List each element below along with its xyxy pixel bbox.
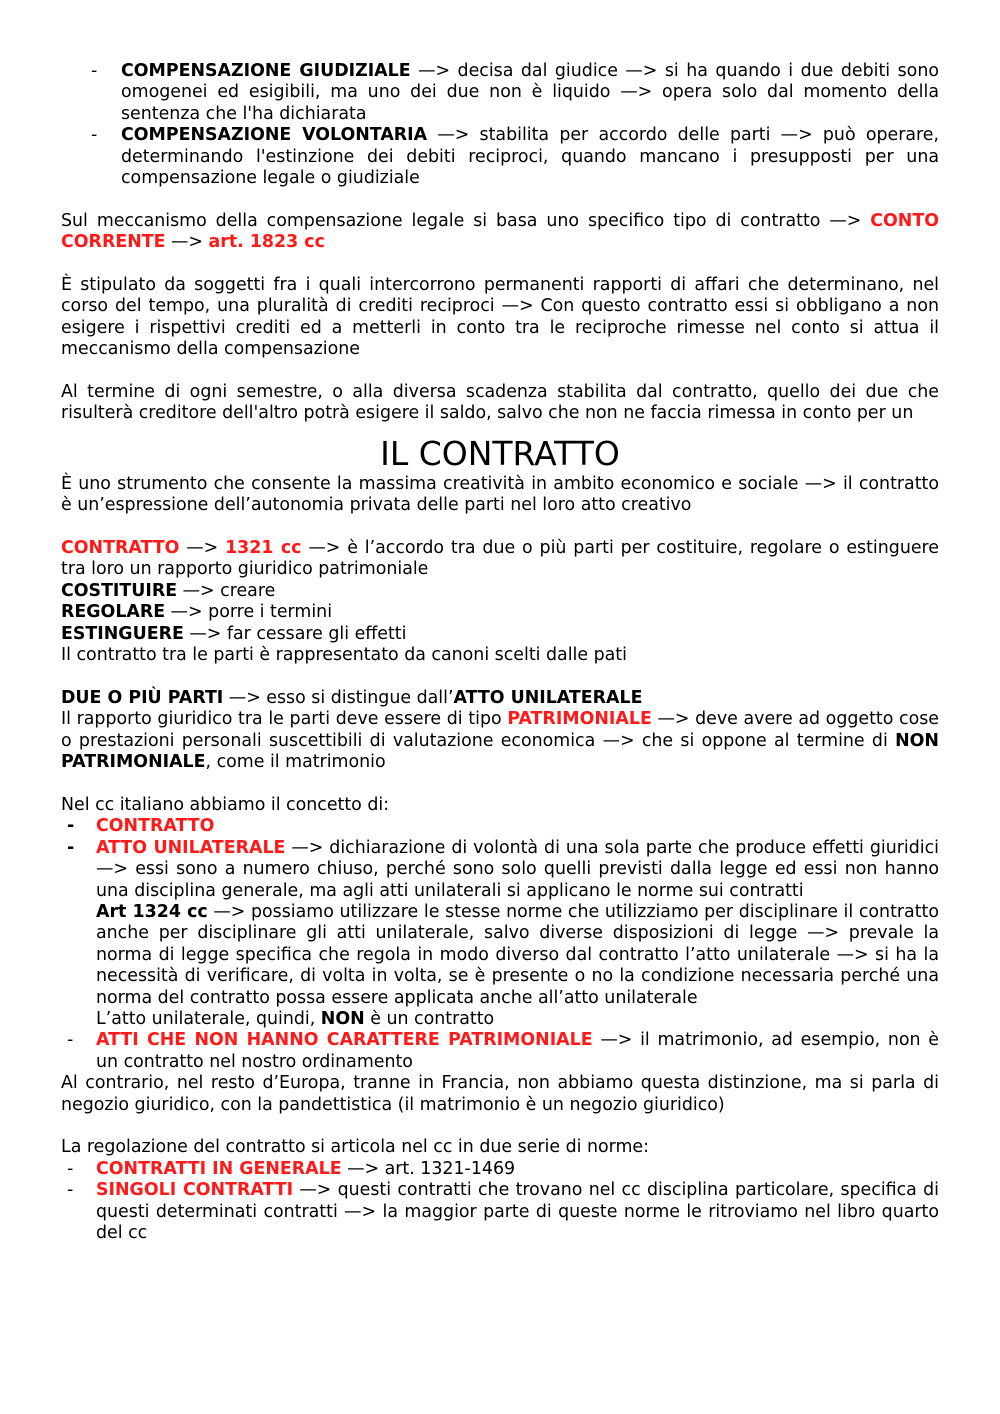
description: —> dichiarazione di volontà di una sola parte che produce effetti giuridici —> essi sono a numero chiuso, perché sono solo quelli previsti dalla legge ed essi non hanno una disciplina generale, ma agli atti unilaterali si applicano le norme sui contratti [96,837,939,901]
list-item [61,1180,939,1244]
highlight-term: CONTRATTI IN GENERALE [96,1158,342,1179]
description: —> questi contratti che trovano nel cc disciplina particolare, specifica di questi determinati contratti —> la maggior parte di queste norme le ritroviamo nel libro quarto del cc [96,1180,939,1244]
description: —> possiamo utilizzare le stesse norme che utilizziamo per disciplinare il contratto anche per disciplinare gli atti unilaterale, salvo diverse disposizioni di legge —> prevale la norma di legge specifica che regola in modo diverso dal contratto l’atto unilaterale —> si ha la necessità di verificare, di volta in volta, se è presente o no la condizione necessaria perché una norma del contratto possa essere applicata anche all’atto unilaterale [96,901,939,1008]
highlight-term: CONTRATTO [61,538,180,559]
description: —> stabilita per accordo delle parti —> può operare, determinando l'estinzione dei debiti reciproci, quando mancano i presupposti per una compensazione legale o giudiziale [121,125,939,189]
document-page [61,61,939,1244]
highlight-term: ATTO UNILATERALE [96,837,286,858]
rapporto-paragraph [61,709,939,773]
europa-paragraph: Al contrario, nel resto d’Europa, tranne in Francia, non abbiamo questa distinzione, ma si parla di negozio giuridico, con la pandettistica (il matrimonio è un negozio giuridico) [61,1073,939,1115]
description: —> il matrimonio, ad esempio, non è un contratto nel nostro ordinamento [96,1030,940,1072]
description: —> decisa dal giudice —> si ha quando i due debiti sono omogenei ed esigibili, ma uno dei due non è liquido —> opera solo dal momento della sentenza che l'ha dichiarata [121,61,939,124]
arrow: —> [165,232,209,253]
definition-paragraph [61,538,939,581]
paragraph-text: Sul meccanismo della compensazione legale si basa uno specifico tipo di contratto —> [61,210,871,231]
term: NON PATRIMONIALE [61,730,939,773]
term: COSTITUIRE [61,580,178,601]
highlight-term: SINGOLI CONTRATTI [96,1180,294,1201]
intro-paragraph: È uno strumento che consente la massima creatività in ambito economico e sociale —> il contratto è un’espressione dell’autonomia privata delle parti nel loro atto creativo [61,473,939,516]
highlight-term: CONTO CORRENTE [61,210,939,253]
term: COMPENSAZIONE VOLONTARIA [121,125,428,146]
term: ESTINGUERE [61,623,184,644]
description: —> porre i termini [165,602,333,623]
term: ATTO UNILATERALE [453,687,643,708]
estinguere-line [61,624,939,645]
description: —> art. 1321-1469 [341,1158,516,1179]
stipulato-paragraph: È stipulato da soggetti fra i quali intercorrono permanenti rapporti di affari che determinano, nel corso del tempo, una pluralità di crediti reciproci —> Con questo contratto essi si obbligano a non esigere i rispettivi crediti ed a metterli in conto tra le reciproche rimesse nel conto si attua il meccanismo della compensazione [61,275,939,360]
highlight-term: PATRIMONIALE [507,709,652,730]
costituire-line [61,581,939,602]
term: NON [320,1008,365,1029]
highlight-term: ATTI CHE NON HANNO CARATTERE PATRIMONIALE [96,1030,593,1051]
highlight-term: CONTRATTO [96,816,215,837]
list-item [61,61,939,125]
compensation-types-list [61,61,939,189]
term: REGOLARE [61,602,166,623]
termine-paragraph: Al termine di ogni semestre, o alla diversa scadenza stabilita dal contratto, quello dei due che risulterà creditore dell'altro potrà esigere il saldo, salvo che non ne faccia rimessa in conto per un [61,382,939,424]
list-item [61,1030,939,1073]
term: COMPENSAZIONE GIUDIZIALE [121,61,411,81]
paragraph-text: —> deve avere ad oggetto cose o prestazioni personali suscettibili di valutazione economica —> che si oppone al termine di [61,709,940,751]
description: L’atto unilaterale, quindi, [96,1008,321,1029]
section-title: IL CONTRATTO [380,433,620,473]
description: —> far cessare gli effetti [183,623,407,644]
concepts-list [61,816,939,1073]
list-item [61,125,939,189]
article-reference: Art 1324 cc [96,901,208,922]
article-reference: art. 1823 cc [208,232,325,253]
canoni-line: Il contratto tra le parti è rappresentato da canoni scelti dalle pati [61,645,627,666]
regolare-line [61,602,939,623]
paragraph-text: Il rapporto giuridico tra le parti deve essere di tipo [61,709,508,730]
arrow: —> [179,538,226,559]
parti-line [61,688,939,709]
concetti-intro: Nel cc italiano abbiamo il concetto di: [61,794,390,815]
regolazione-intro: La regolazione del contratto si articola nel cc in due serie di norme: [61,1137,649,1158]
paragraph-text: , come il matrimonio [205,752,386,773]
description: —> creare [177,580,276,601]
conto-corrente-paragraph [61,211,939,254]
description: è un contratto [364,1008,495,1029]
list-item [61,816,939,837]
list-item [61,1159,939,1180]
list-item [61,838,939,1031]
description: —> esso si distingue dall’ [223,687,454,708]
regolazione-list [61,1159,939,1245]
term: DUE O PIÙ PARTI [61,687,224,708]
article-reference: 1321 cc [225,538,302,559]
paragraph-text: —> è l’accordo tra due o più parti per costituire, regolare o estinguere tra loro un rapporto giuridico patrimoniale [61,538,940,580]
